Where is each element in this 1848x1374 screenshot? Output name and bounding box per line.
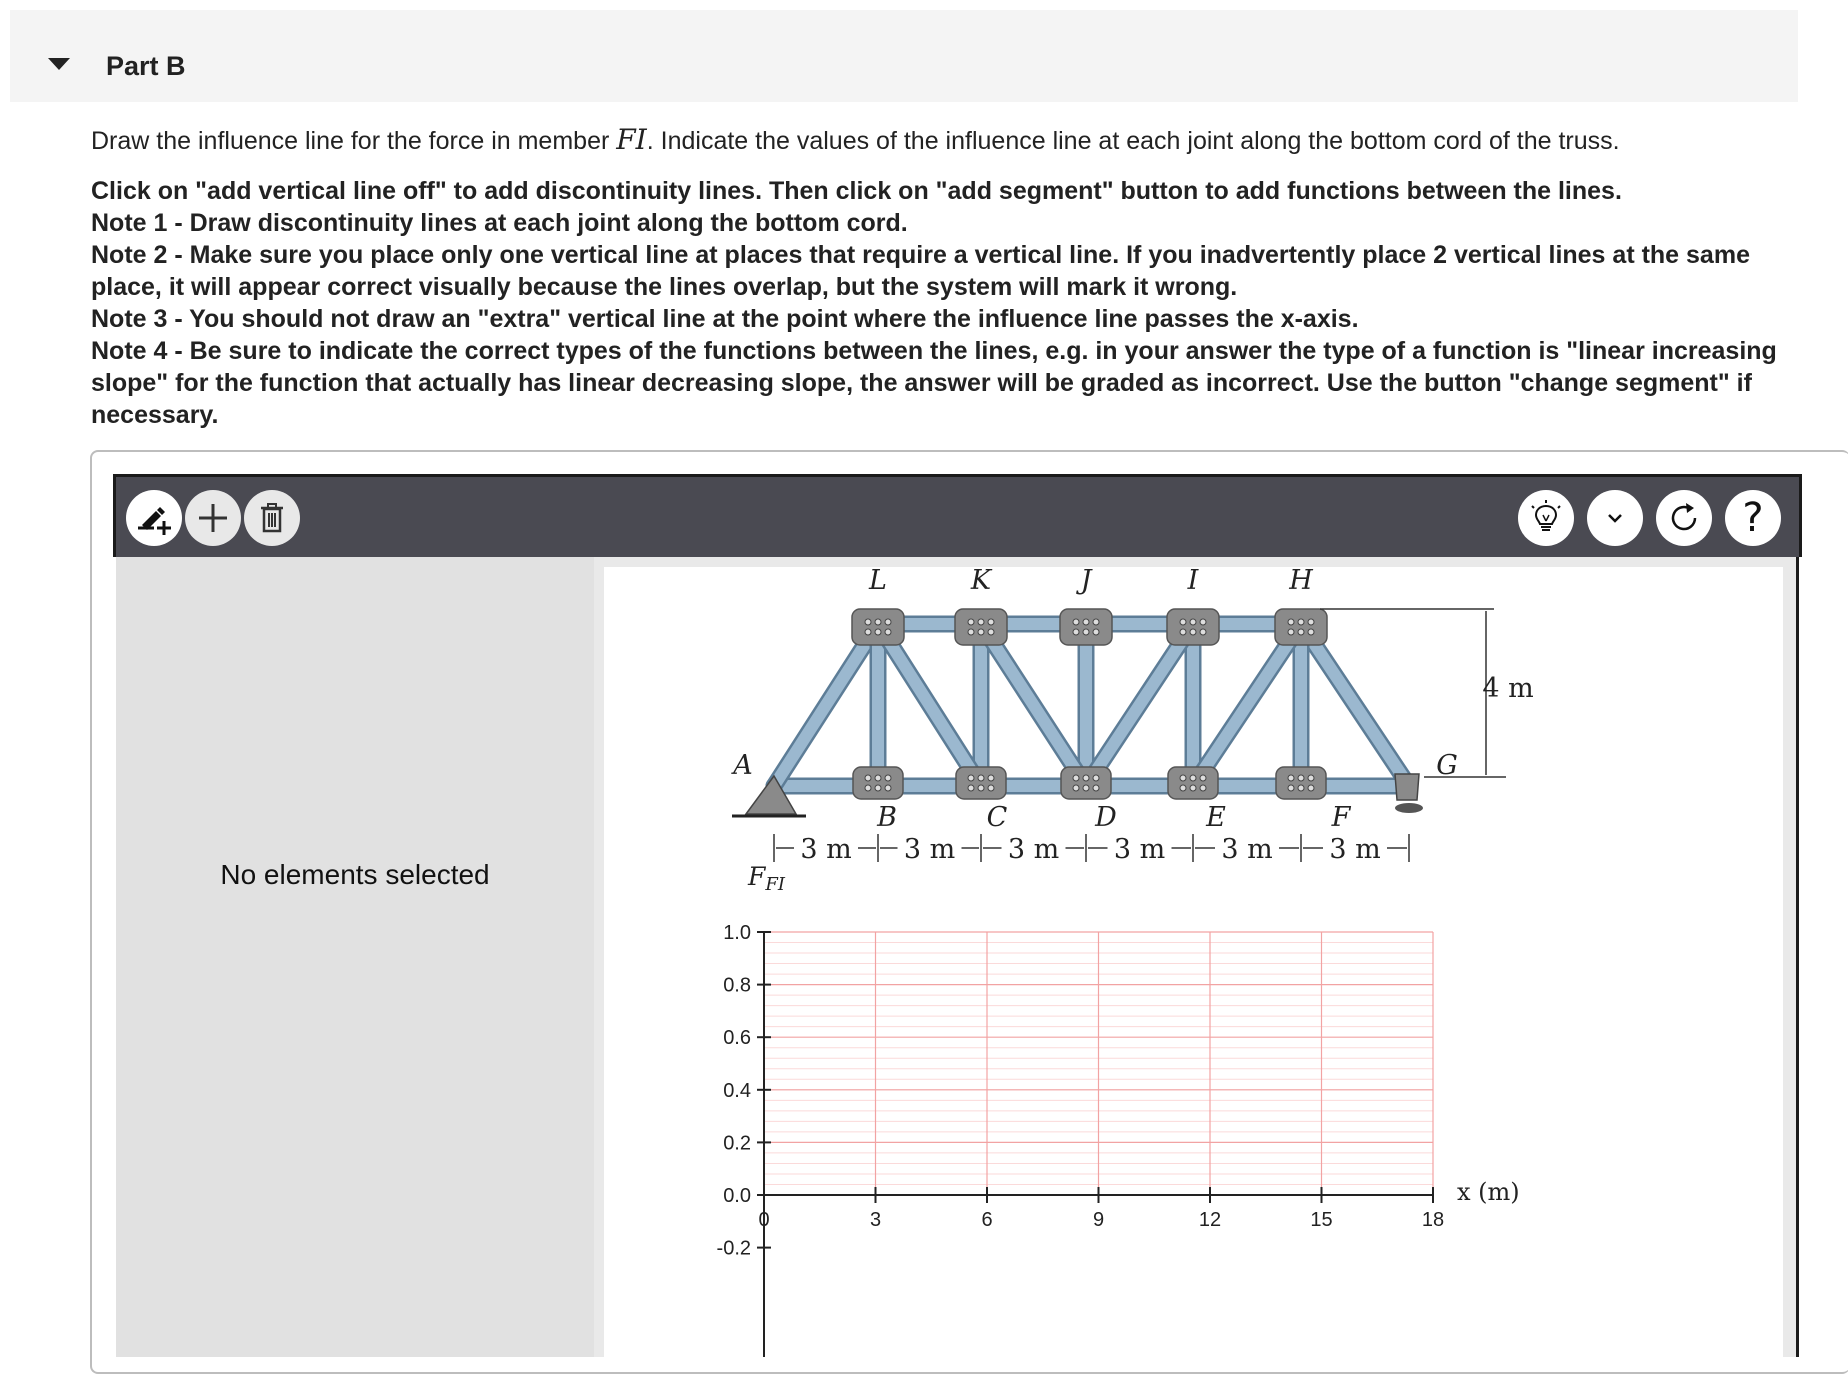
bolt (1093, 629, 1099, 635)
truss-and-graph (604, 567, 1783, 1357)
bolt (978, 619, 984, 625)
graph-canvas-area (594, 557, 1799, 1357)
graph-canvas[interactable] (604, 567, 1783, 1357)
y-tick-label: 0.2 (723, 1132, 751, 1155)
top-gusset-plate (852, 609, 904, 645)
bottom-gusset-plate (1061, 767, 1111, 799)
y-axis-label-subscript: FI (765, 874, 785, 895)
joint-label-E: E (1206, 802, 1226, 833)
x-tick-label: 3 (869, 1209, 882, 1231)
joint-label-A: A (733, 750, 753, 781)
joint-label-J: J (1080, 567, 1092, 596)
bolt (1200, 629, 1206, 635)
y-tick-label: 0.6 (723, 1027, 751, 1050)
bolt (885, 619, 891, 625)
bolt (1200, 785, 1206, 791)
member-name: FI (616, 123, 647, 156)
x-tick-label: 15 (1310, 1209, 1333, 1231)
help-button[interactable] (1725, 490, 1781, 546)
bolt (988, 629, 994, 635)
top-gusset-plate (955, 609, 1007, 645)
bolt (1288, 775, 1294, 781)
joint-label-G: G (1436, 750, 1458, 781)
bolt (978, 775, 984, 781)
x-tick-label: 0 (758, 1209, 770, 1231)
top-gusset-plate (1275, 609, 1327, 645)
add-vertical-line-button[interactable] (126, 490, 182, 546)
y-axis-label (747, 862, 786, 895)
collapse-caret-icon[interactable] (48, 58, 70, 70)
bolt (1298, 629, 1304, 635)
height-label: 4 m (1482, 673, 1534, 704)
part-header[interactable] (10, 10, 1798, 102)
bolt (1180, 775, 1186, 781)
bolt (865, 785, 871, 791)
bolt (1180, 629, 1186, 635)
bolt (968, 775, 974, 781)
bolt (1288, 629, 1294, 635)
spacing-label: 3 m (800, 834, 852, 865)
bolt (1288, 785, 1294, 791)
x-tick-label: 12 (1198, 1209, 1222, 1231)
roller-support (1395, 774, 1419, 800)
joint-label-F: F (1331, 802, 1351, 833)
roller (1395, 803, 1423, 813)
bolt (1308, 619, 1314, 625)
bolt (865, 775, 871, 781)
bolt (968, 619, 974, 625)
bolt (1083, 619, 1089, 625)
bolt (875, 775, 881, 781)
bolt (968, 629, 974, 635)
diagonal-HE-face (1193, 624, 1301, 786)
selection-status: No elements selected (220, 859, 490, 890)
spacing-label: 3 m (1113, 834, 1166, 865)
bolt (1083, 629, 1089, 635)
problem-text-after: . Indicate the values of the influence line at each joint along the bottom cord of the truss. (646, 127, 1620, 155)
bolt (885, 629, 891, 635)
add-segment-button[interactable] (185, 490, 241, 546)
bolt (1298, 619, 1304, 625)
bolt (988, 785, 994, 791)
bolt (875, 629, 881, 635)
x-axis-label: x (m) (1457, 1178, 1520, 1206)
bolt (1073, 619, 1079, 625)
y-tick-label: 0.4 (723, 1079, 751, 1102)
problem-statement (91, 124, 1821, 157)
top-gusset-plate (1060, 609, 1112, 645)
expand-button[interactable] (1587, 490, 1643, 546)
bolt (1073, 785, 1079, 791)
bolt (1190, 619, 1196, 625)
bottom-gusset-plate (853, 767, 903, 799)
x-tick-label: 6 (981, 1209, 993, 1231)
help-icon: ? (1742, 495, 1764, 541)
diagonal-ID-face (1086, 624, 1193, 786)
joint-label-C: C (986, 802, 1008, 833)
reset-icon (1664, 498, 1704, 538)
bolt (988, 775, 994, 781)
joint-label-K: K (970, 567, 992, 596)
diagonal-KD-face (981, 624, 1086, 786)
bolt (978, 785, 984, 791)
bolt (1093, 775, 1099, 781)
properties-panel (116, 557, 594, 1357)
bolt (1180, 619, 1186, 625)
bolt (1093, 785, 1099, 791)
reset-button[interactable] (1656, 490, 1712, 546)
add-segment-icon (193, 498, 233, 538)
part-title: Part B (106, 51, 186, 81)
spacing-label: 3 m (1221, 834, 1273, 865)
add-vertical-line-icon (134, 498, 174, 538)
bolt (885, 775, 891, 781)
trash-icon (252, 498, 292, 538)
note-4: Note 4 - Be sure to indicate the correct types of the functions between the lines, e.g. in your answer the type of a function is "linear increasing slope" for the function that actually has linear decreasing slope, the answer will be graded as incorrect. Use the button "change segment" if necessary. (91, 337, 1777, 429)
bolt (1073, 629, 1079, 635)
note-3: Note 3 - You should not draw an "extra" vertical line at the point where the influence line passes the x-axis. (91, 305, 1359, 333)
x-tick-label: 9 (1092, 1209, 1105, 1231)
bottom-gusset-plate (956, 767, 1006, 799)
bolt (1093, 619, 1099, 625)
joint-label-B: B (877, 802, 897, 833)
spacing-label: 3 m (1007, 834, 1060, 865)
bolt (1308, 775, 1314, 781)
y-tick-label: 1.0 (723, 922, 751, 944)
diagonal-LC-face (878, 624, 981, 786)
bolt (1190, 629, 1196, 635)
bolt (1308, 629, 1314, 635)
bolt (978, 629, 984, 635)
chevron-down-icon (1595, 498, 1635, 538)
influence-line-chart[interactable] (717, 862, 1520, 1357)
y-tick-label: 0.0 (723, 1185, 751, 1207)
instructions (91, 175, 1791, 431)
bolt (1288, 619, 1294, 625)
bolt (885, 785, 891, 791)
instruction-main: Click on "add vertical line off" to add discontinuity lines. Then click on "add segment" button to add functions between the lines. (91, 177, 1622, 205)
bolt (1083, 785, 1089, 791)
bolt (988, 619, 994, 625)
y-axis-label-main: F (748, 862, 766, 891)
bolt (1083, 775, 1089, 781)
bolt (865, 629, 871, 635)
bolt (865, 619, 871, 625)
member-AL-face (774, 624, 878, 786)
joint-label-D: D (1095, 802, 1117, 833)
spacing-label: 3 m (1329, 834, 1381, 865)
bottom-gusset-plate (1168, 767, 1218, 799)
y-tick-label: -0.2 (716, 1237, 751, 1260)
bolt (1298, 785, 1304, 791)
hint-button[interactable] (1518, 490, 1574, 546)
top-gusset-plate (1167, 609, 1219, 645)
bolt (1308, 785, 1314, 791)
bolt (1298, 775, 1304, 781)
bolt (968, 785, 974, 791)
x-tick-label: 18 (1421, 1209, 1445, 1231)
bolt (1180, 785, 1186, 791)
member-GH-face (1301, 624, 1409, 786)
delete-button[interactable] (244, 490, 300, 546)
joint-label-L: L (869, 567, 887, 596)
bolt (875, 785, 881, 791)
y-tick-label: 0.8 (723, 974, 751, 997)
bolt (1200, 619, 1206, 625)
bolt (1190, 785, 1196, 791)
joint-label-H: H (1289, 567, 1313, 596)
bolt (1200, 775, 1206, 781)
bolt (1190, 775, 1196, 781)
joint-label-I: I (1187, 567, 1199, 596)
problem-text-before: Draw the influence line for the force in member (91, 127, 617, 155)
bolt (875, 619, 881, 625)
spacing-label: 3 m (903, 834, 956, 865)
bottom-gusset-plate (1276, 767, 1326, 799)
note-1: Note 1 - Draw discontinuity lines at each joint along the bottom cord. (91, 209, 908, 237)
lightbulb-icon (1526, 498, 1566, 538)
note-2: Note 2 - Make sure you place only one vertical line at places that require a vertical line. If you inadvertently place 2 vertical lines at the same place, it will appear correct visually because the lines overlap, but the system will mark it wrong. (91, 241, 1750, 301)
bolt (1073, 775, 1079, 781)
graph-toolbar (113, 474, 1802, 557)
truss-figure (730, 567, 1533, 865)
